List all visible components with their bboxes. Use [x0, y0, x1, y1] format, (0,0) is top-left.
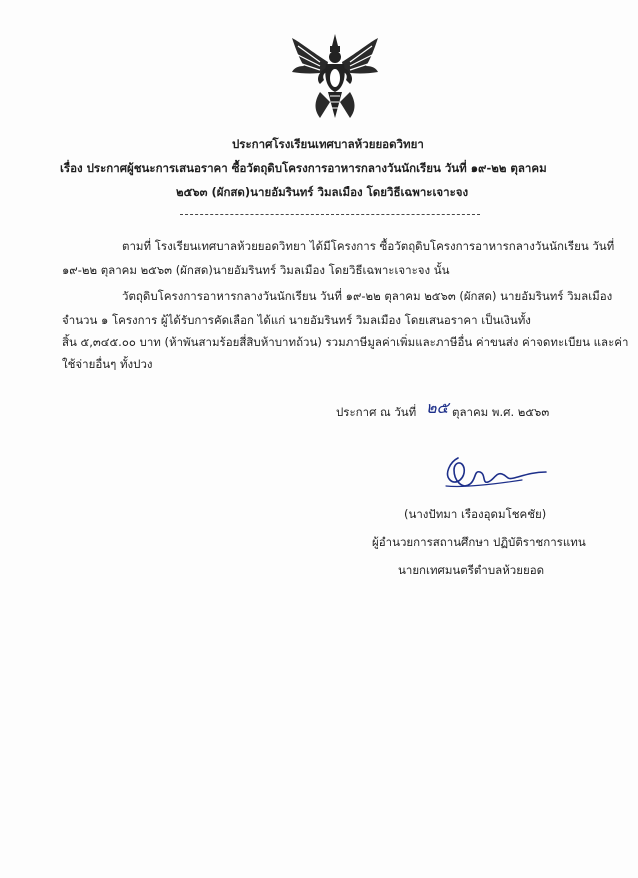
- date-prefix: ประกาศ ณ วันที่: [336, 405, 417, 419]
- signature-icon: [436, 450, 556, 498]
- body-line-6: ใช้จ่ายอื่นๆ ทั้งปวง: [62, 357, 153, 371]
- date-day-handwritten: ๒๕: [426, 398, 449, 417]
- signatory-name: (นางปัทมา เรืองอุดมโชคชัย): [404, 507, 547, 521]
- body-line-2: ๑๙-๒๒ ตุลาคม ๒๕๖๓ (ผักสด)นายอัมรินทร์ วิมลเมือง โดยวิธีเฉพาะเจาะจง นั้น: [62, 263, 450, 277]
- body-line-5: สิ้น ๕,๓๔๕.๐๐ บาท (ห้าพันสามร้อยสี่สิบห้าบาทถ้วน) รวมภาษีมูลค่าเพิ่มและภาษีอื่น ค่าขนส่ง ค่าจดทะเบียน และค่า: [62, 335, 629, 349]
- body-line-3: วัตถุดิบโครงการอาหารกลางวันนักเรียน วันที่ ๑๙-๒๒ ตุลาคม ๒๕๖๓ (ผักสด) นายอัมรินทร์ วิมลเมือง: [122, 289, 613, 303]
- date-suffix: ตุลาคม พ.ศ. ๒๕๖๓: [452, 405, 550, 419]
- signatory-position-1: ผู้อำนวยการสถานศึกษา ปฏิบัติราชการแทน: [372, 535, 586, 549]
- body-line-1: ตามที่ โรงเรียนเทศบาลห้วยยอดวิทยา ได้มีโครงการ ซื้อวัตถุดิบโครงการอาหารกลางวันนักเรียน วันที่: [122, 239, 615, 253]
- garuda-emblem-icon: [290, 32, 380, 120]
- subject-line-1: เรื่อง ประกาศผู้ชนะการเสนอราคา ซื้อวัตถุดิบโครงการอาหารกลางวันนักเรียน วันที่ ๑๙-๒๒ ตุลาคม: [60, 161, 547, 175]
- body-line-4: จำนวน ๑ โครงการ ผู้ได้รับการคัดเลือก ได้แก่ นายอัมรินทร์ วิมลเมือง โดยเสนอราคา เป็นเงินทั้ง: [62, 313, 531, 327]
- signatory-position-2: นายกเทศมนตรีตำบลห้วยยอด: [398, 563, 545, 577]
- subject-line-2: ๒๕๖๓ (ผักสด)นายอัมรินทร์ วิมลเมือง โดยวิธีเฉพาะเจาะจง: [176, 185, 469, 199]
- announcement-title: ประกาศโรงเรียนเทศบาลห้วยยอดวิทยา: [232, 137, 424, 151]
- divider: [180, 214, 480, 215]
